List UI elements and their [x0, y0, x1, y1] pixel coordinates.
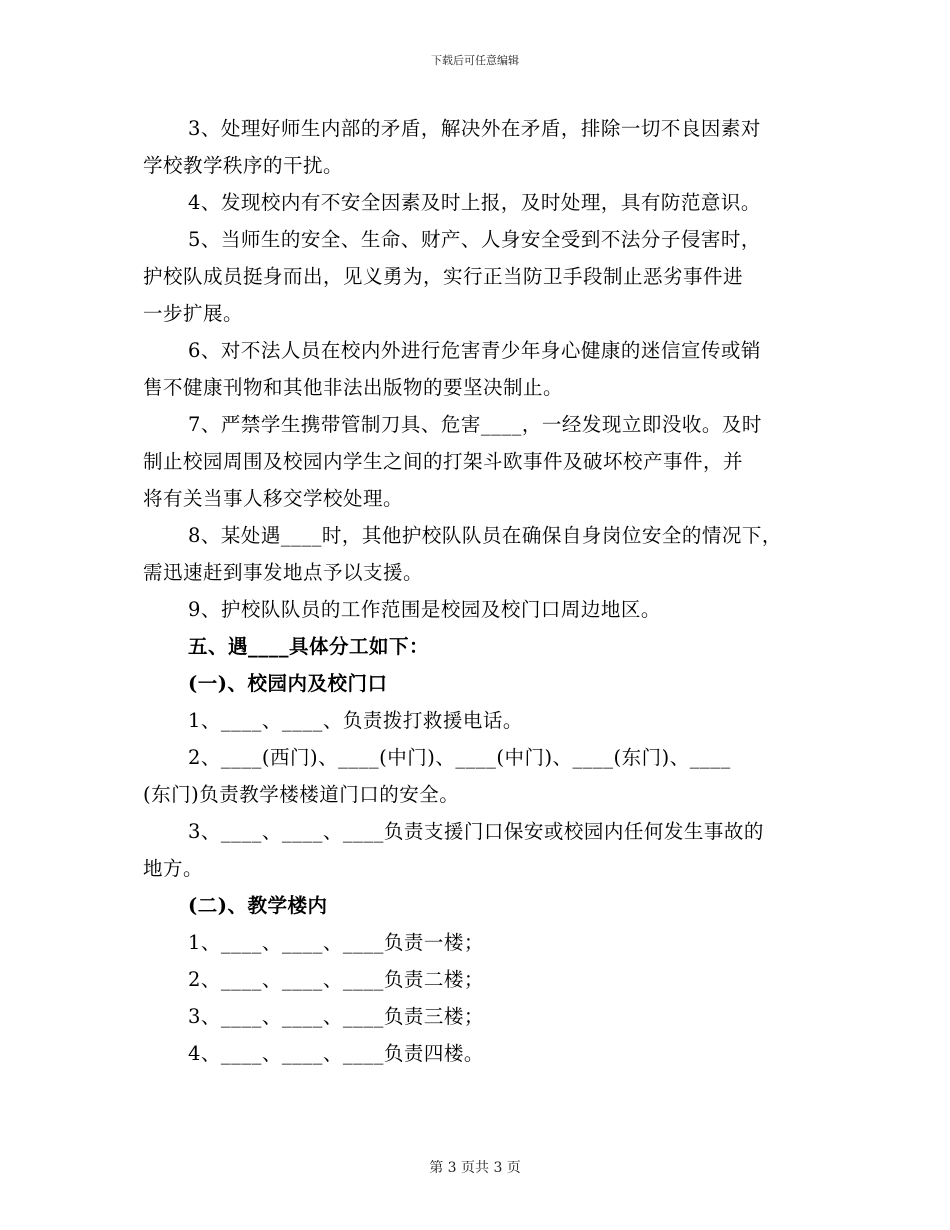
sub1-item-3-line-1: 3、____、____、____负责支援门口保安或校园内任何发生事故的: [188, 820, 764, 843]
item-6-line-2: 售不健康刊物和其他非法出版物的要坚决制止。: [143, 376, 564, 399]
item-5-line-2: 护校队成员挺身而出，见义勇为，实行正当防卫手段制止恶劣事件进: [143, 265, 744, 288]
sub1-item-2-line-1: 2、____(西门)、____(中门)、____(中门)、____(东门)、____: [188, 746, 731, 769]
item-7-line-3: 将有关当事人移交学校处理。: [143, 487, 404, 510]
item-3-line-1: 3、处理好师生内部的矛盾，解决外在矛盾，排除一切不良因素对: [188, 117, 761, 140]
item-7-line-1: 7、严禁学生携带管制刀具、危害____，一经发现立即没收。及时: [188, 413, 762, 436]
subsection-one-heading: (一)、校园内及校门口: [188, 672, 388, 695]
item-3-line-2: 学校教学秩序的干扰。: [143, 154, 344, 177]
sub1-item-1: 1、____、____、负责拨打救援电话。: [188, 709, 523, 732]
page-footer: 第 3 页共 3 页: [429, 1160, 521, 1176]
item-6-line-1: 6、对不法人员在校内外进行危害青少年身心健康的迷信宣传或销: [188, 339, 761, 362]
sub2-item-3: 3、____、____、____负责三楼；: [188, 1005, 484, 1028]
section-five-heading: 五、遇____具体分工如下：: [188, 635, 430, 658]
item-8-line-1: 8、某处遇____时，其他护校队队员在确保自身岗位安全的情况下，: [188, 524, 782, 547]
document-body: [143, 110, 843, 1072]
sub2-item-1: 1、____、____、____负责一楼；: [188, 931, 484, 954]
item-9: 9、护校队队员的工作范围是校园及校门口周边地区。: [188, 598, 661, 621]
item-8-line-2: 需迅速赶到事发地点予以支援。: [143, 561, 424, 584]
sub1-item-2-line-2: (东门)负责教学楼楼道门口的安全。: [143, 783, 460, 806]
item-4: 4、发现校内有不安全因素及时上报，及时处理，具有防范意识。: [188, 191, 761, 214]
sub1-item-3-line-2: 地方。: [143, 857, 204, 880]
sub2-item-4: 4、____、____、____负责四楼。: [188, 1042, 484, 1065]
page-header: 下载后可任意编辑: [431, 54, 519, 67]
item-5-line-3: 一步扩展。: [143, 302, 244, 325]
subsection-two-heading: (二)、教学楼内: [188, 894, 328, 917]
sub2-item-2: 2、____、____、____负责二楼；: [188, 968, 484, 991]
item-5-line-1: 5、当师生的安全、生命、财产、人身安全受到不法分子侵害时，: [188, 228, 761, 251]
item-7-line-2: 制止校园周围及校园内学生之间的打架斗欧事件及破坏校产事件，并: [143, 450, 744, 473]
